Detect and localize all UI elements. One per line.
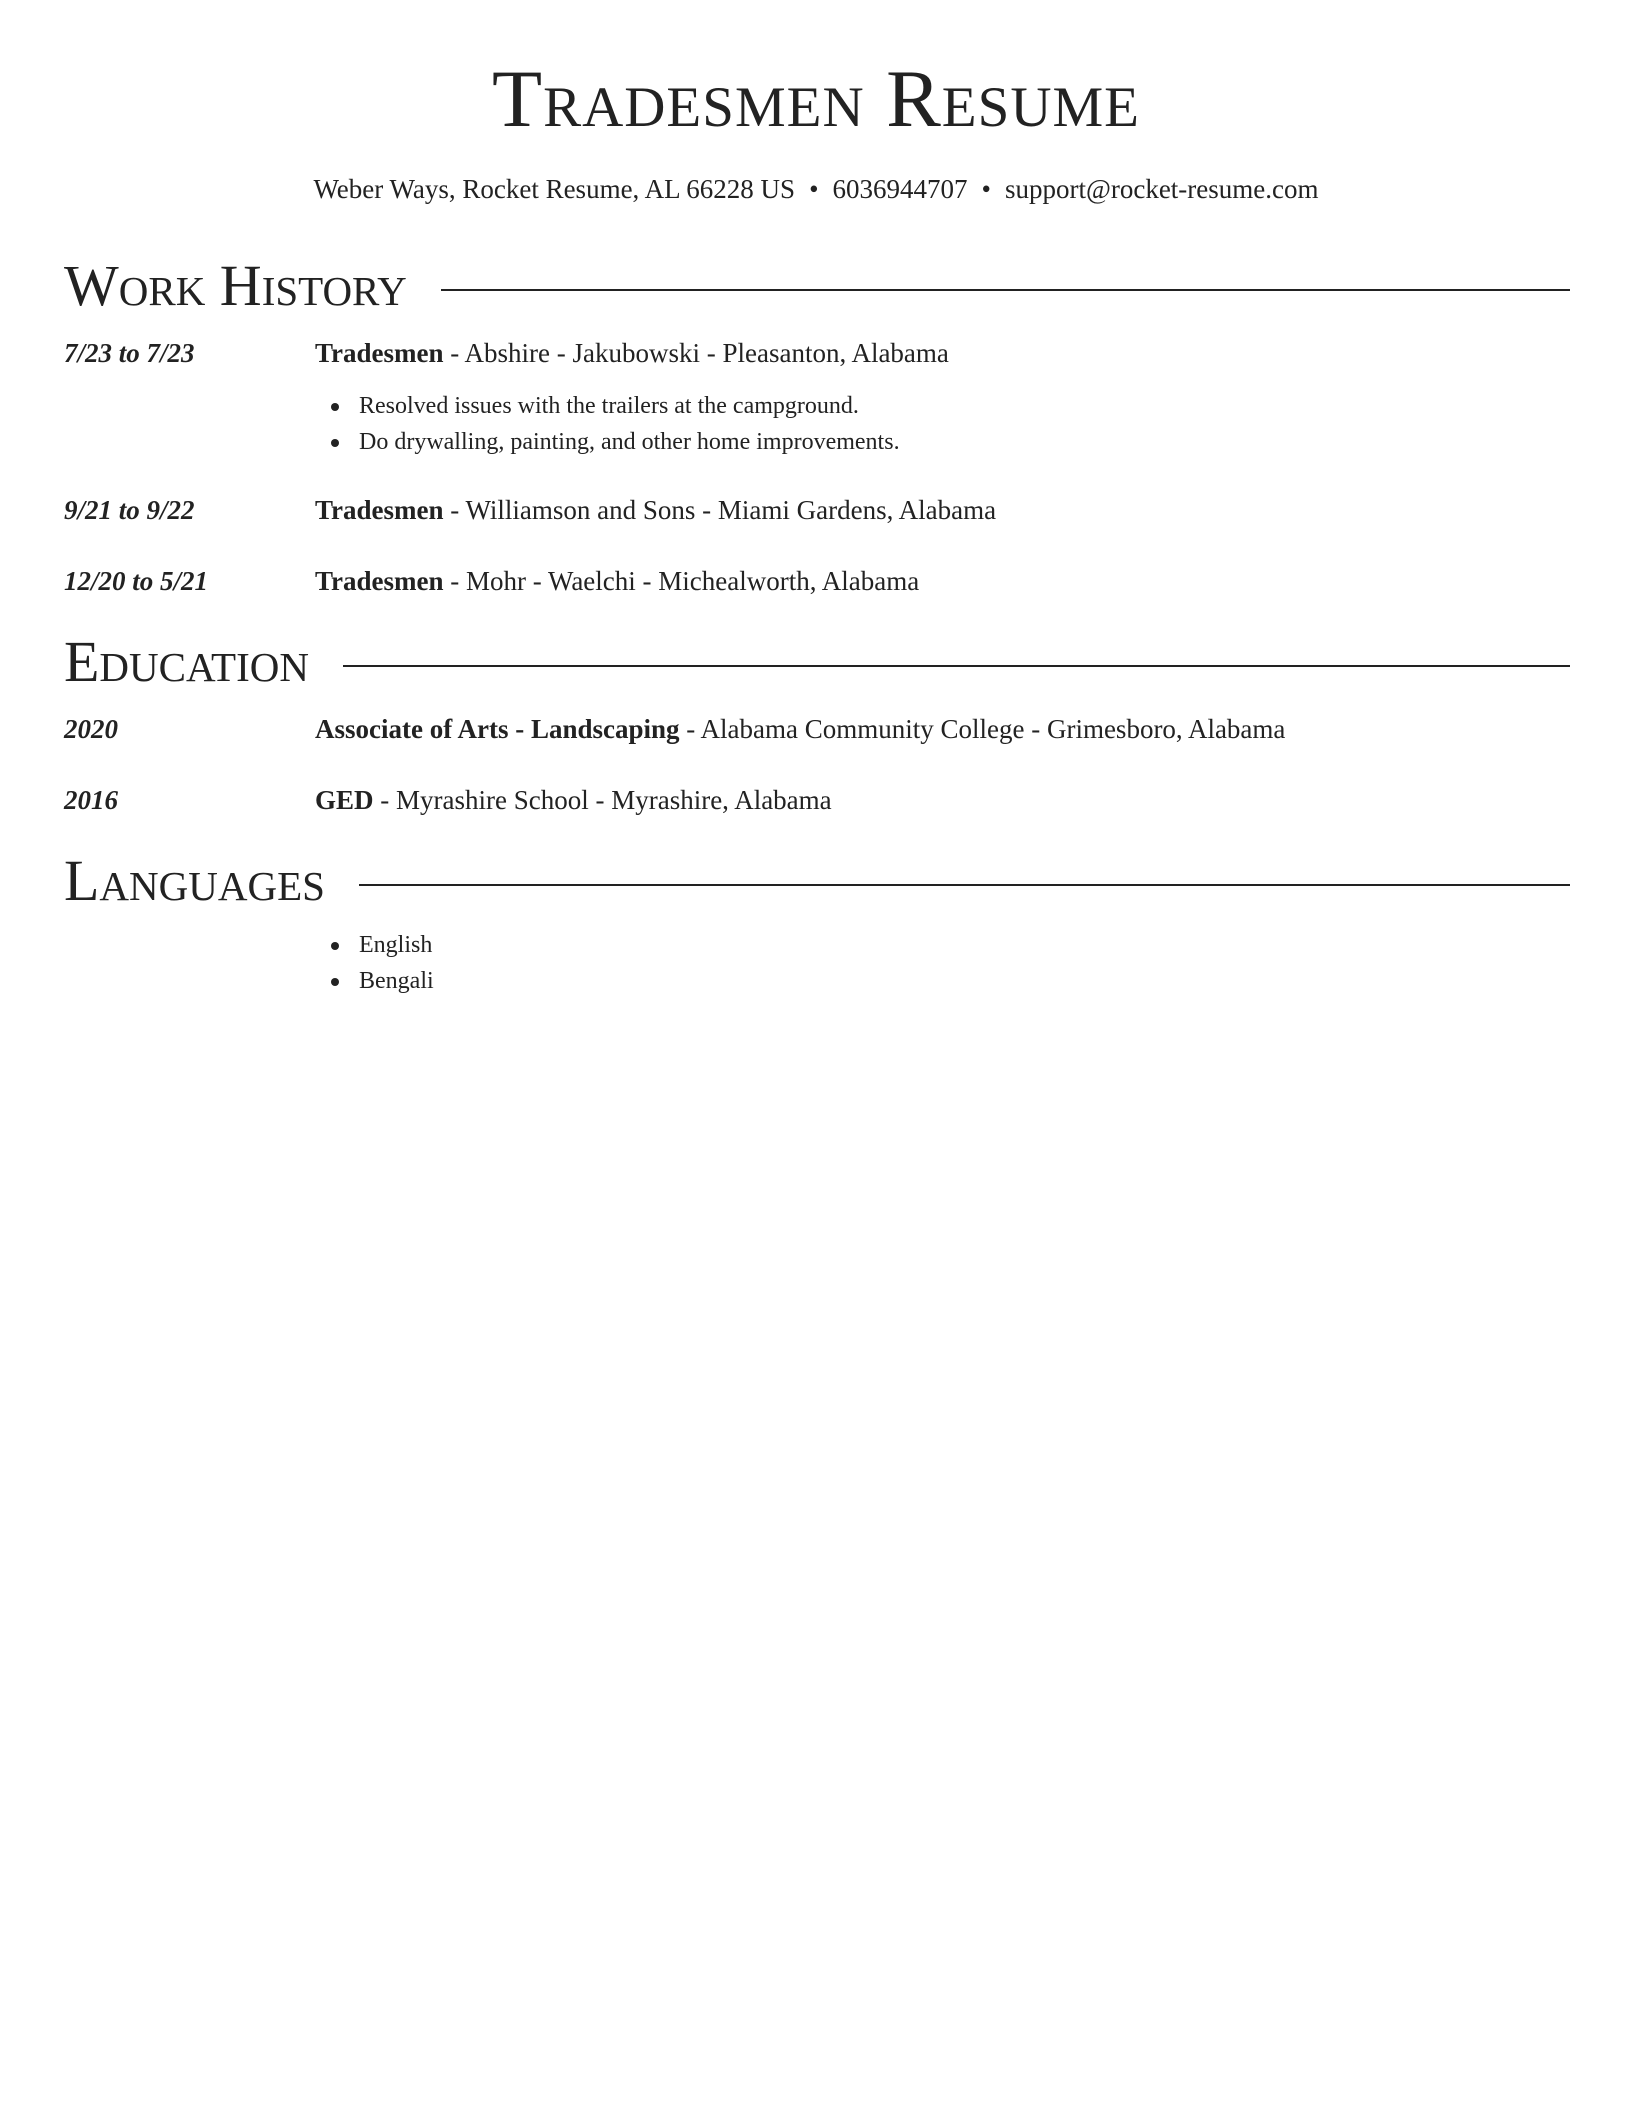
entry-details: - Williamson and Sons - Miami Gardens, Alabama (443, 495, 997, 525)
entry-description (315, 716, 1285, 743)
contact-email: support@rocket-resume.com (1004, 174, 1319, 204)
entry-details: - Myrashire School - Myrashire, Alabama (373, 785, 832, 815)
list-item: Resolved issues with the trailers at the campground. (315, 388, 900, 424)
entry-description (315, 497, 996, 524)
entry-description (315, 568, 919, 595)
languages-list (315, 927, 434, 999)
entry-degree: GED (315, 785, 374, 815)
entry-date: 2020 (64, 714, 118, 744)
list-item: Do drywalling, painting, and other home improvements. (315, 424, 900, 460)
section-title: Languages (64, 848, 325, 913)
entry-description (315, 340, 949, 367)
contact-phone: 6036944707 (832, 174, 968, 204)
entry-role: Tradesmen (315, 495, 444, 525)
section-header (64, 253, 1570, 318)
contact-separator: • (981, 174, 991, 204)
entry-date: 9/21 to 9/22 (64, 495, 195, 525)
entry-details: - Alabama Community College - Grimesboro, Alabama (679, 714, 1286, 744)
section-divider (359, 884, 1570, 886)
entry-degree: Associate of Arts - Landscaping (315, 714, 680, 744)
entry-details: - Mohr - Waelchi - Michealworth, Alabama (443, 566, 920, 596)
language-item: English (315, 927, 434, 963)
section-header (64, 848, 1570, 913)
entry-details: - Abshire - Jakubowski - Pleasanton, Alabama (443, 338, 949, 368)
language-item: Bengali (315, 963, 434, 999)
entry-bullets (315, 388, 900, 460)
entry-date: 7/23 to 7/23 (64, 338, 195, 368)
section-header (64, 629, 1570, 694)
section-divider (343, 665, 1570, 667)
section-title: Work History (64, 253, 407, 318)
work-history-section (64, 253, 1570, 596)
entry-date: 12/20 to 5/21 (64, 566, 209, 596)
contact-address: Weber Ways, Rocket Resume, AL 66228 US (313, 174, 796, 204)
entry-date: 2016 (64, 785, 118, 815)
contact-separator: • (809, 174, 819, 204)
resume-title: Tradesmen Resume (492, 53, 1140, 144)
education-section (64, 629, 1570, 815)
section-title: Education (64, 629, 309, 694)
section-divider (441, 289, 1570, 291)
entry-role: Tradesmen (315, 338, 444, 368)
entry-role: Tradesmen (315, 566, 444, 596)
entry-description (315, 787, 832, 814)
contact-line (0, 176, 1632, 203)
languages-section (64, 848, 1570, 994)
